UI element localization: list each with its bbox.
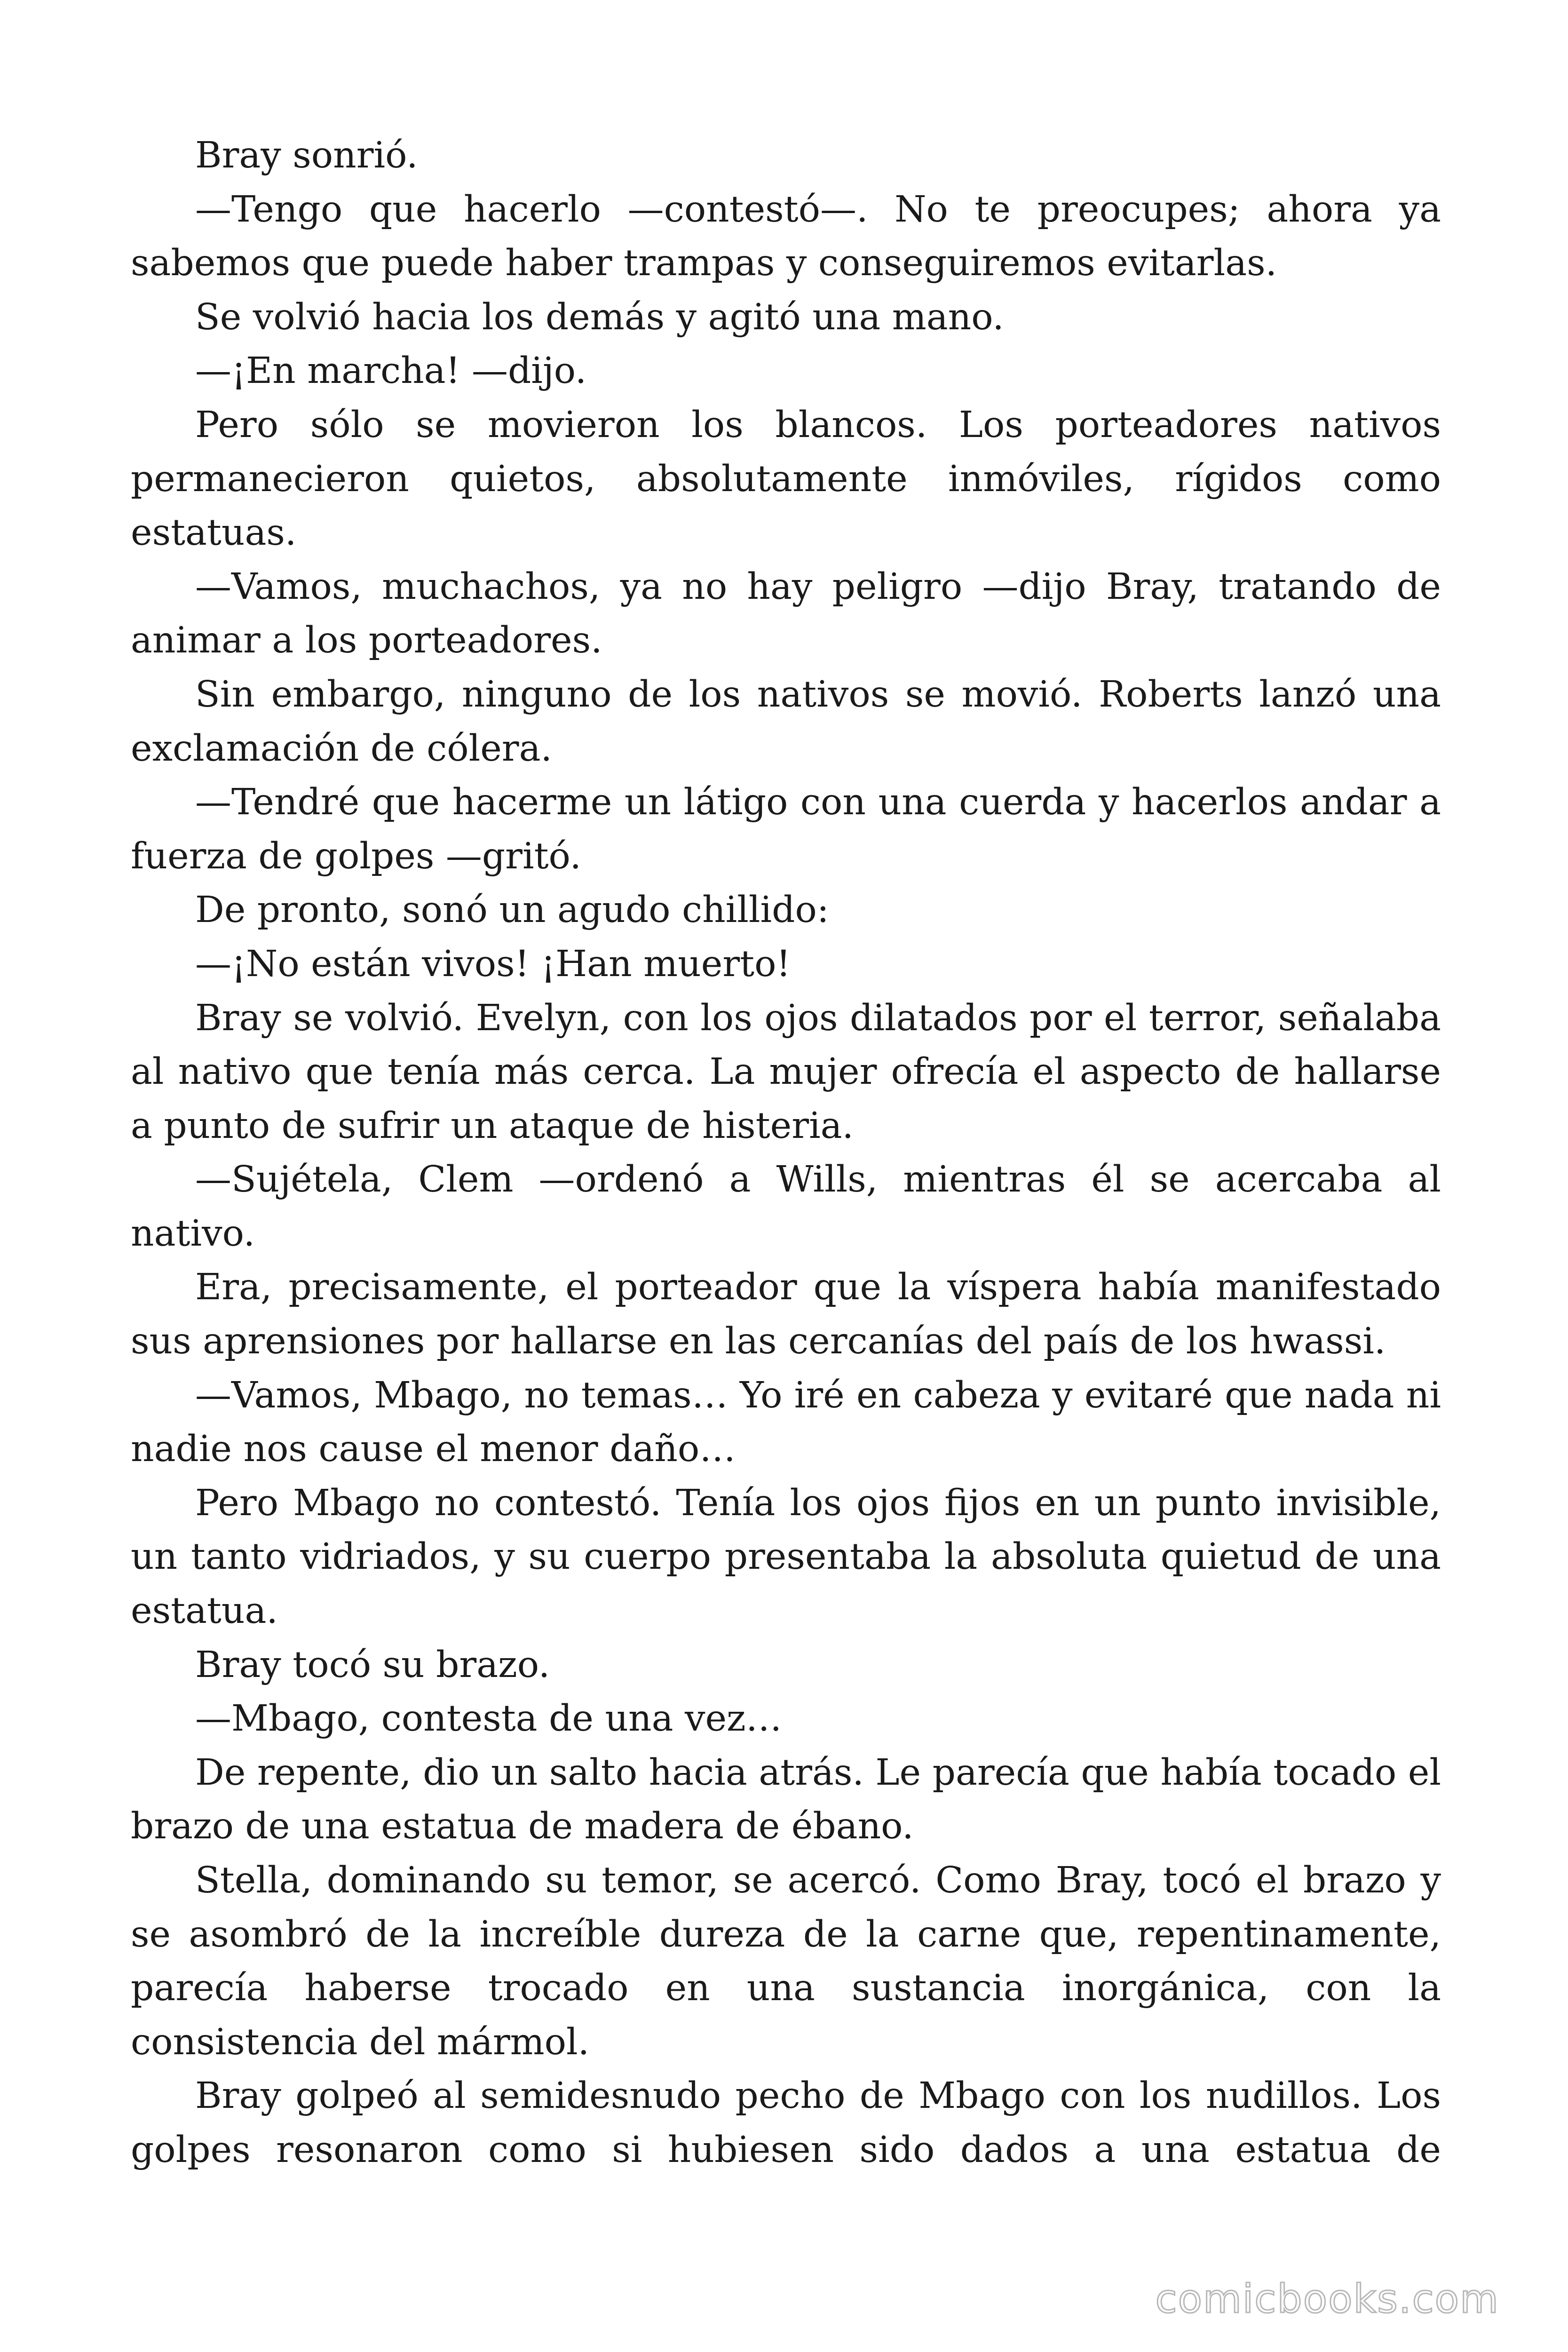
paragraph: —Vamos, Mbago, no temas… Yo iré en cabeza y evitaré que nada ni nadie nos cause el menor daño… <box>131 1374 1441 1470</box>
paragraph: De pronto, sonó un agudo chillido: <box>195 889 829 931</box>
watermark: comicbooks.com <box>1155 2276 1499 2322</box>
paragraph: Bray tocó su brazo. <box>195 1644 550 1686</box>
paragraph: —Vamos, muchachos, ya no hay peligro —dijo Bray, tratando de animar a los porteadores. <box>131 565 1441 662</box>
paragraph: Bray se volvió. Evelyn, con los ojos dilatados por el terror, señalaba al nativo que tenía más cerca. La mujer ofrecía el aspecto de hallarse a punto de sufrir un ataque de histeria. <box>131 997 1441 1147</box>
paragraph: —¡En marcha! —dijo. <box>195 350 587 392</box>
paragraph: Pero sólo se movieron los blancos. Los porteadores nativos permanecieron quietos, absolutamente inmóviles, rígidos como estatuas. <box>131 404 1441 554</box>
paragraph: —¡No están vivos! ¡Han muerto! <box>195 943 791 985</box>
paragraph: —Tengo que hacerlo —contestó—. No te preocupes; ahora ya sabemos que puede haber trampas y conseguiremos evitarlas. <box>131 188 1441 285</box>
paragraph: Stella, dominando su temor, se acercó. Como Bray, tocó el brazo y se asombró de la increíble dureza de la carne que, repentinamente, parecía haberse trocado en una sustancia inorgánica, con la consistencia del mármol. <box>131 1859 1441 2063</box>
paragraph: Sin embargo, ninguno de los nativos se movió. Roberts lanzó una exclamación de cólera. <box>131 673 1441 770</box>
paragraph: Se volvió hacia los demás y agitó una mano. <box>195 296 1004 338</box>
body-text <box>131 129 1441 2177</box>
paragraph: —Sujételа, Clem —ordenó a Wills, mientras él se acercaba al nativo. <box>131 1159 1441 1255</box>
paragraph: Bray sonrió. <box>195 135 418 176</box>
paragraph: Bray golpeó al semidesnudo pecho de Mbago con los nudillos. Los golpes resonaron como si hubiesen sido dados a una estatua de <box>131 2075 1441 2171</box>
paragraph: Era, precisamente, el porteador que la víspera había manifestado sus aprensiones por hallarse en las cercanías del país de los hwassi. <box>131 1266 1441 1363</box>
paragraph: Pero Mbago no contestó. Tenía los ojos fijos en un punto invisible, un tanto vidriados, y su cuerpo presentaba la absoluta quietud de una estatua. <box>131 1482 1441 1632</box>
paragraph: —Mbago, contesta de una vez… <box>195 1698 782 1740</box>
paragraph: De repente, dio un salto hacia atrás. Le parecía que había tocado el brazo de una estatua de madera de ébano. <box>131 1751 1441 1848</box>
paragraph: —Tendré que hacerme un látigo con una cuerda y hacerlos andar a fuerza de golpes —gritó. <box>131 781 1441 877</box>
